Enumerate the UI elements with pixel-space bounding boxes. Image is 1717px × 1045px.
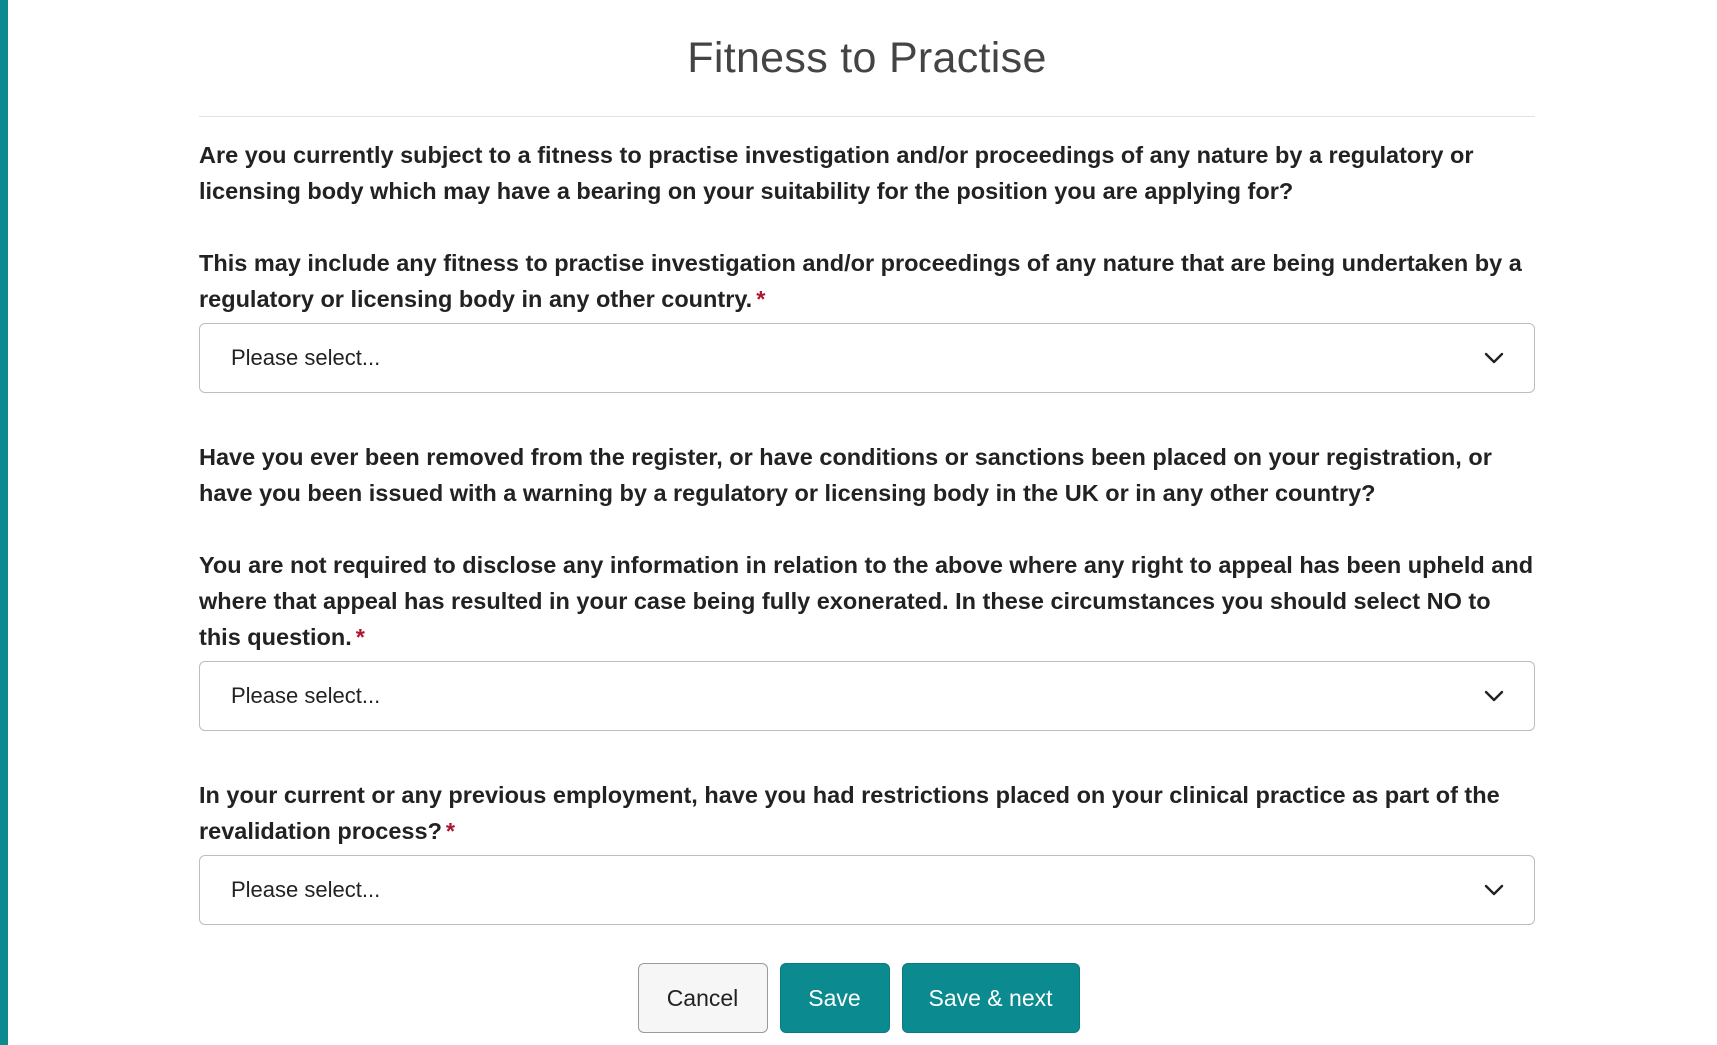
question-2-label — [199, 547, 1535, 655]
chevron-down-icon — [1484, 690, 1504, 702]
question-1-intro: Are you currently subject to a fitness to practise investigation and/or proceedings of any nature by a regulatory or licensing body which may have a bearing on your suitability for the position you are applying for? — [199, 142, 1474, 204]
chevron-down-icon — [1484, 884, 1504, 896]
chevron-down-icon — [1484, 352, 1504, 364]
question-2-select-value: Please select... — [231, 683, 381, 708]
question-1-label — [199, 245, 1535, 317]
required-marker: * — [355, 624, 365, 650]
question-1-select[interactable] — [199, 323, 1535, 393]
question-3-select[interactable] — [199, 855, 1535, 925]
form-actions — [0, 963, 1717, 1033]
left-accent-bar — [0, 0, 8, 1045]
save-button[interactable]: Save — [780, 963, 890, 1033]
title-divider — [199, 116, 1535, 117]
question-2-select[interactable] — [199, 661, 1535, 731]
question-2-intro: Have you ever been removed from the register, or have conditions or sanctions been placed on your registration, or have you been issued with a warning by a regulatory or licensing body in the UK or in any other country? — [199, 444, 1492, 506]
question-3-select-value: Please select... — [231, 877, 381, 902]
required-marker: * — [445, 818, 456, 844]
fitness-form — [199, 137, 1535, 925]
cancel-button[interactable]: Cancel — [638, 963, 768, 1033]
required-marker: * — [756, 286, 766, 312]
page-title: Fitness to Practise — [687, 34, 1047, 82]
question-3-label-text: In your current or any previous employment, have you had restrictions placed on your clinical practice as part of the revalidation process? — [199, 782, 1500, 844]
question-1-label-text: This may include any fitness to practise investigation and/or proceedings of any nature that are being undertaken by a regulatory or licensing body in any other country. — [199, 250, 1522, 312]
form-page — [199, 0, 1535, 925]
question-3-label — [199, 777, 1535, 849]
question-2-label-text: You are not required to disclose any information in relation to the above where any right to appeal has been upheld and where that appeal has resulted in your case being fully exonerated. In these circumstances you should select NO to this question. — [199, 552, 1534, 650]
question-1-select-value: Please select... — [231, 345, 381, 370]
save-and-next-button[interactable]: Save & next — [902, 963, 1080, 1033]
